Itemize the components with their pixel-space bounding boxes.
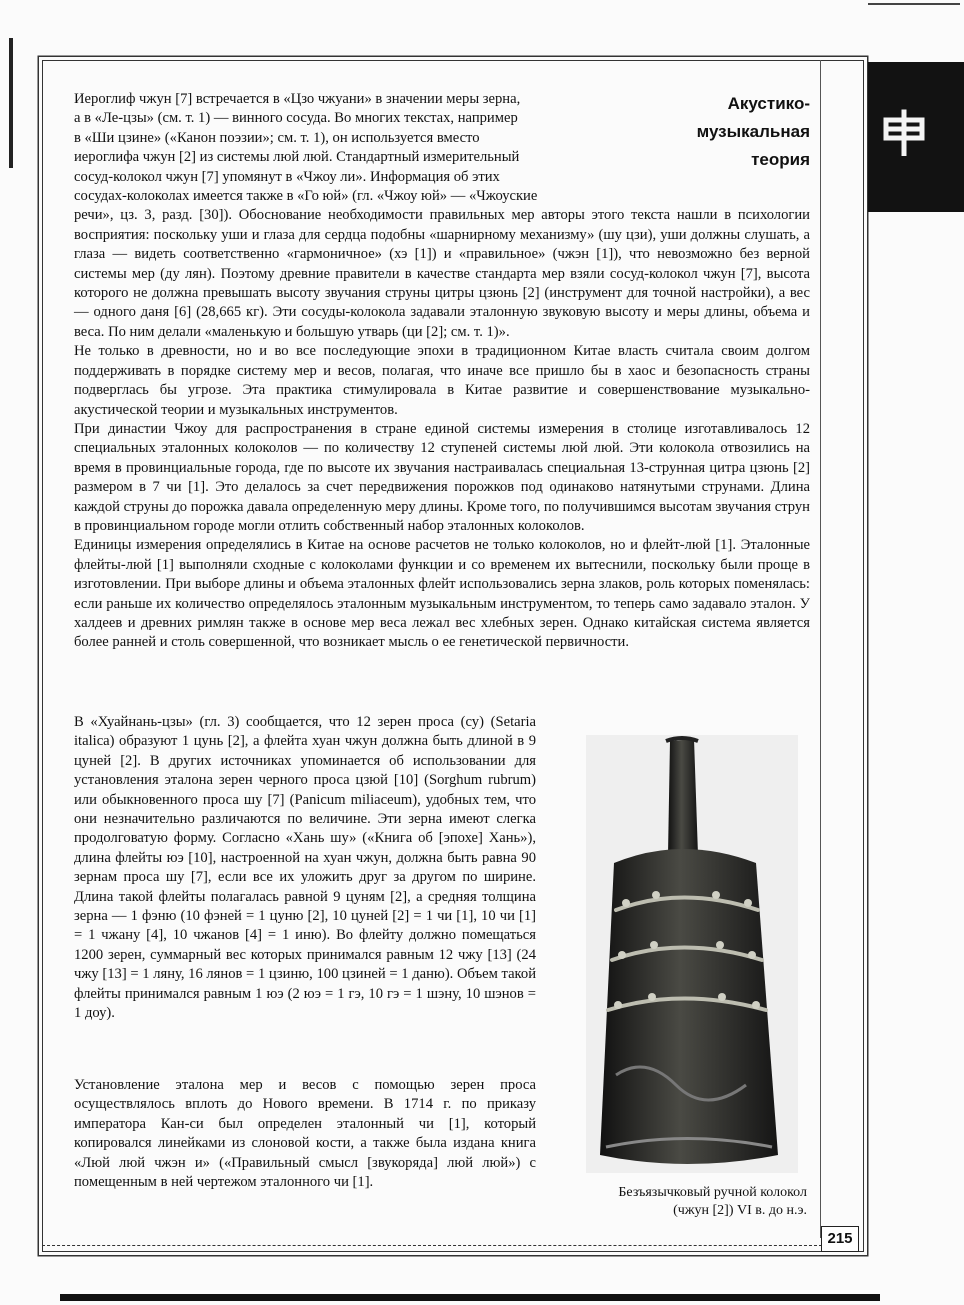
- paragraph-6-column: [74, 1076, 536, 1192]
- header-line-1: Акустико-: [727, 94, 810, 113]
- intro-line: сосудах-колоколах имеется также в «Го юй» (гл. «Чжоу юй» — «Чжоуские: [74, 188, 538, 205]
- header-line-2: музыкальная: [696, 122, 810, 141]
- bell-photo: [586, 735, 798, 1173]
- paragraph-2: Не только в древности, но и во все последующие эпохи в традиционном Китае власть считала своим долгом поддерживать в порядке систему мер и весов, полагая, что иначе все пришло бы в хаос и безопасность страны подверглась бы угрозе. Эта практика стимулировала в Китае развитие и совершенствование музыкально-акустической теории и музыкальных инструментов.: [74, 343, 810, 418]
- intro-line: в «Ши цзине» («Канон поэзии»; см. т. 1), он используется вместо: [74, 129, 480, 146]
- caption-line-1: Безъязычковый ручной колокол: [618, 1185, 807, 1200]
- scan-edge-bar: [60, 1294, 880, 1301]
- header-line-3: теория: [751, 150, 810, 169]
- intro-line: Иероглиф чжун [7] встречается в «Цзо чжуани» в значении меры зерна,: [74, 91, 521, 107]
- bottom-rule: [42, 1245, 822, 1246]
- page-number: 215: [821, 1226, 859, 1252]
- paragraph-5-column: [74, 713, 536, 1024]
- figure-caption: [555, 1184, 807, 1220]
- left-edge-mark: [9, 38, 13, 168]
- paragraph-1-rest: речи», цз. 3, разд. [30]). Обоснование необходимости правильных мер авторы этого текста нашли в психологии восприятия: поскольку уши и глаза для сердца подобны «шарнирному механизму» (шу цзи), уши должны слушать, а глаза — видеть соответственно «гармоничное» (хэ [1]) и «правильное» (чжэн [1]), что невозможно без верной системы мер (ду лян). Поэтому древние правители в качестве стандарта мер взяли сосуд-колокол чжун [7], высота которого не должна превышать высоту звучания струны цитры цзюнь [2] (инструмент для точной настройки), а вес — одного даня [6] (28,665 кг). Эти сосуды-колокола задавали эталонную звуковую высоту и меры длины, объема и веса. По ним делали «маленькую и большую утварь (ци [2]; см. т. 1)».: [74, 207, 810, 340]
- caption-line-2: (чжун [2]) VI в. до н.э.: [673, 1203, 807, 1218]
- intro-line: а в «Ле-цзы» (см. т. 1) — винного сосуда. Во многих текстах, например: [74, 110, 518, 127]
- intro-line: сосуд-колокол чжун [7] упомянут в «Чжоу ли». Информация об этих: [74, 168, 500, 185]
- margin-rule: [820, 60, 821, 1238]
- intro-line: иероглифа чжун [2] из системы люй люй. Стандартный измерительный: [74, 149, 520, 166]
- paragraph-4: Единицы измерения определялись в Китае на основе расчетов не только колоколов, но и флейт-люй [1]. Эталонные флейты-люй [1] выполняли сходные с колоколами функции и со временем их вытеснили, поскольку были проще в изготовлении. При выборе длины и объема эталонных флейт использовались зерна злаков, роль которых поменялась: если раньше их количество определялось эталонным музыкальным инструментом, то теперь само задавало эталон. У халдеев и древних римлян также в основе мер веса лежал вес хлебных зерен. Однако китайская система является более ранней и столь совершенной, что возникает мысль о ее генетической первичности.: [74, 537, 810, 651]
- main-text-full-width: [74, 90, 810, 653]
- top-edge-mark: [868, 3, 960, 5]
- paragraph-3: При династии Чжоу для распространения в стране единой системы измерения в столице изготавливалось 12 специальных эталонных колоколов — по количеству 12 ступеней системы люй люй. Эти колокола отвозились на время в провинциальные города, где по высоте их звучания настраивалась специальная 13-струнная цитра цзюнь [2] размером в 7 чи [1]. Это делалось за счет передвижения порожков под одинаково натянутыми струнами. Длина каждой струны до порожка давала определенную меру длины. Кроме того, по получившимся высотам звучания струн в провинциальном городе могли отлить собственный набор эталонных колоколов.: [74, 420, 810, 534]
- intro-lines: [74, 90, 630, 206]
- paragraph-6: Установление эталона мер и весов с помощью зерен проса осуществлялось вплоть до Нового времени. В 1714 г. по приказу императора Кан-си был определен эталонный чи [1], который копировался линейками из слоновой кости, а также была издана книга «Люй люй чжэн и» («Правильный смысл [звукоряда] люй люй») с помещенным в ней чертежом эталонного чи [1].: [74, 1077, 536, 1191]
- chapter-glyph-icon: [880, 108, 928, 156]
- paragraph-5: В «Хуайнань-цзы» (гл. 3) сообщается, что 12 зерен проса (су) (Setaria italica) образуют 1 цунь [2], а флейта хуан чжун должна быть длиной в 9 цуней [2]. В других источниках упоминается об использовании для установления эталона зерен черного проса цзюй [10] (Sorghum rubrum) или обыкновенного проса шу [7] (Panicum miliaceum), удобных тем, что они незначительно различаются по величине. Эти зерна имеют слегка продолговатую форму. Согласно «Хань шу» («Книга об [эпохе] Хань»), длина флейты юэ [10], настроенной на хуан чжун, должна быть равна 90 зернам проса шу [7], если все их уложить друг за другом по ширине. Длина такой флейты полагалась равной 9 цуням [2], а средняя толщина зерна — 1 фэню (10 фэней = 1 цуню [2], 10 цуней [2] = 1 чи [1], 10 чи [1] = 1 чжану [4], 10 чжанов [4] = 1 иню). Во флейту должно помещаться 1200 зерен, суммарный вес которых принимался равным 12 чжу [13] (24 чжу [13] = 1 ляну, 16 лянов = 1 цзиню, 100 цзиней = 1 даню). Объем такой флейты принимался равным 1 юэ (2 юэ = 1 гэ, 10 гэ = 1 шэну, 10 шэнов = 1 доу).: [74, 714, 536, 1022]
